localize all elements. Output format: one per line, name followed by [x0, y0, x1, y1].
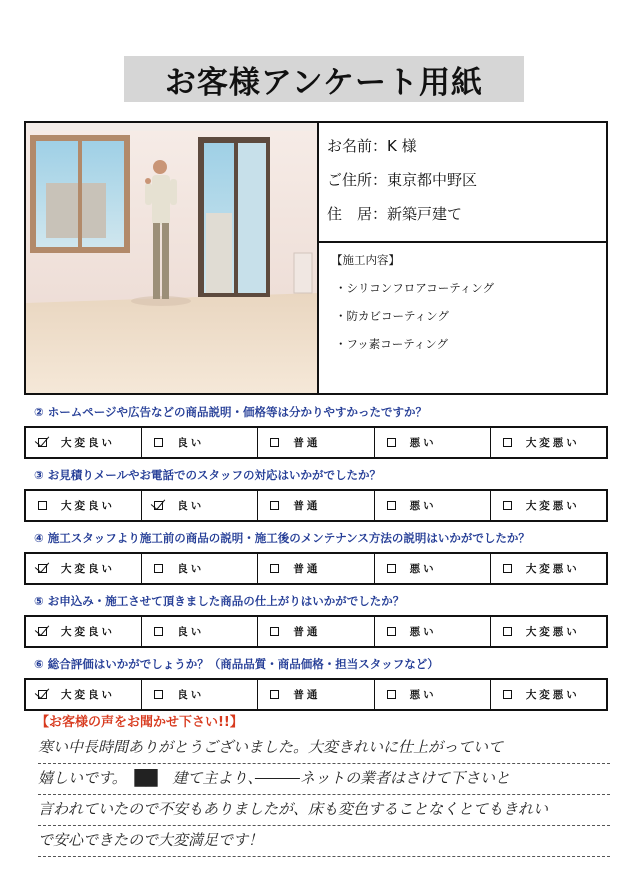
- handwritten-text: 建て主より、: [172, 769, 255, 787]
- customer-address-label: ご住所：: [327, 171, 388, 189]
- handwritten-text: ネット: [299, 769, 345, 787]
- checkbox-icon[interactable]: [503, 690, 512, 699]
- rating-option-label: 悪い: [409, 563, 437, 575]
- rating-option-label: 悪い: [409, 437, 437, 449]
- rating-option[interactable]: [375, 554, 491, 583]
- work-details: [319, 243, 606, 393]
- handwritten-line: [38, 795, 610, 826]
- customer-name-value: K 様: [387, 137, 417, 155]
- checkbox-icon[interactable]: [154, 627, 163, 636]
- rating-option[interactable]: [26, 680, 142, 709]
- question-title: ③ お見積りメールやお電話でのスタッフの対応はいかがでしたか？: [34, 468, 382, 482]
- rating-option-label: 大変悪い: [525, 626, 580, 638]
- rating-option[interactable]: [258, 491, 374, 520]
- work-item: ・シリコンフロアコーティング: [335, 281, 495, 295]
- rating-option-label: 良い: [177, 500, 205, 512]
- checkbox-icon[interactable]: [387, 690, 396, 699]
- question-title: ⑥ 総合評価はいかがでしょうか？（商品品質・商品価格・担当スタッフなど）: [34, 657, 439, 671]
- rating-row: [24, 678, 608, 711]
- checkbox-icon[interactable]: [387, 564, 396, 573]
- checkbox-icon[interactable]: [38, 501, 47, 510]
- rating-row: [24, 552, 608, 585]
- customer-info-box: [24, 121, 608, 395]
- rating-option[interactable]: [26, 617, 142, 646]
- rating-row: [24, 489, 608, 522]
- rating-option[interactable]: [375, 491, 491, 520]
- rating-option-label: 大変良い: [61, 689, 115, 701]
- rating-option-label: 普通: [293, 626, 321, 638]
- rating-option-label: 悪い: [409, 626, 437, 638]
- rating-option[interactable]: [258, 680, 374, 709]
- rating-option[interactable]: [258, 428, 374, 457]
- checkbox-icon[interactable]: [387, 438, 396, 447]
- checkbox-icon[interactable]: [154, 564, 163, 573]
- rating-option[interactable]: [26, 428, 142, 457]
- work-heading: 【施工内容】: [331, 253, 400, 267]
- handwritten-scribble-icon: ██: [119, 769, 173, 787]
- room-photo: [26, 123, 319, 393]
- checkbox-icon[interactable]: [387, 501, 396, 510]
- checked-checkbox-icon[interactable]: [38, 690, 47, 699]
- rating-option[interactable]: [491, 617, 606, 646]
- checked-checkbox-icon[interactable]: [38, 564, 47, 573]
- rating-option[interactable]: [142, 680, 258, 709]
- checkbox-icon[interactable]: [270, 501, 279, 510]
- checked-checkbox-icon[interactable]: [38, 438, 47, 447]
- question-title: ② ホームページや広告などの商品説明・価格等は分かりやすかったですか？: [34, 405, 428, 419]
- rating-option[interactable]: [142, 491, 258, 520]
- rating-option-label: 大変良い: [61, 626, 115, 638]
- handwritten-line: [38, 764, 610, 795]
- voice-heading: 【お客様の声をお聞かせ下さい!!】: [36, 715, 243, 730]
- rating-option[interactable]: [491, 554, 606, 583]
- rating-option[interactable]: [258, 617, 374, 646]
- checkbox-icon[interactable]: [270, 564, 279, 573]
- rating-option-label: 悪い: [409, 500, 437, 512]
- handwritten-text: の業者はさけて下さいと: [344, 769, 510, 787]
- title-text: お客様アンケート用紙: [164, 64, 484, 101]
- rating-option[interactable]: [375, 617, 491, 646]
- rating-option[interactable]: [375, 428, 491, 457]
- rating-option-label: 悪い: [409, 689, 437, 701]
- question-title: ④ 施工スタッフより施工前の商品の説明・施工後のメンテナンス方法の説明はいかがでしたか？: [34, 531, 530, 545]
- rating-option-label: 良い: [177, 626, 205, 638]
- rating-option[interactable]: [26, 554, 142, 583]
- handwritten-line: [38, 733, 610, 764]
- rating-option-label: 良い: [177, 689, 205, 701]
- checked-checkbox-icon[interactable]: [38, 627, 47, 636]
- handwritten-text: 言われていたので不安もありましたが、床も変色することなくとてもきれい: [38, 800, 549, 818]
- checkbox-icon[interactable]: [270, 627, 279, 636]
- rating-option-label: 普通: [293, 689, 321, 701]
- rating-option[interactable]: [142, 617, 258, 646]
- handwritten-text: で安心できたので大変満足です！: [38, 831, 264, 849]
- customer-details: [319, 123, 606, 243]
- checkbox-icon[interactable]: [503, 501, 512, 510]
- handwritten-text: 寒い中長時間ありがとうございました。大変きれいに仕上がっていて: [38, 738, 504, 756]
- rating-option[interactable]: [491, 428, 606, 457]
- rating-option[interactable]: [491, 491, 606, 520]
- rating-option[interactable]: [491, 680, 606, 709]
- page-title: [124, 56, 524, 102]
- customer-name-row: [327, 131, 606, 161]
- rating-option-label: 大変良い: [61, 563, 115, 575]
- rating-option[interactable]: [142, 428, 258, 457]
- rating-option-label: 大変良い: [61, 437, 115, 449]
- checkbox-icon[interactable]: [154, 438, 163, 447]
- checked-checkbox-icon[interactable]: [154, 501, 163, 510]
- customer-address-value: 東京都中野区: [387, 171, 478, 189]
- customer-residence-value: 新築戸建て: [387, 205, 463, 223]
- rating-option-label: 良い: [177, 563, 205, 575]
- work-item: ・防カビコーティング: [335, 309, 449, 323]
- rating-option-label: 大変悪い: [525, 563, 580, 575]
- handwritten-line: [38, 826, 610, 857]
- customer-residence-label: 住 居：: [327, 205, 388, 223]
- rating-option[interactable]: [258, 554, 374, 583]
- handwritten-struck-text: [255, 769, 300, 787]
- customer-address-row: [327, 165, 606, 195]
- rating-option-label: 普通: [293, 563, 321, 575]
- room-photo-image: [26, 123, 317, 393]
- rating-option-label: 良い: [177, 437, 205, 449]
- checkbox-icon[interactable]: [154, 690, 163, 699]
- rating-option[interactable]: [375, 680, 491, 709]
- work-item: ・フッ素コーティング: [335, 337, 449, 351]
- handwritten-text: 嬉しいです。: [38, 769, 120, 787]
- checkbox-icon[interactable]: [270, 690, 279, 699]
- question-title: ⑤ お申込み・施工させて頂きました商品の仕上がりはいかがでしたか？: [34, 594, 405, 608]
- checkbox-icon[interactable]: [503, 438, 512, 447]
- customer-residence-row: [327, 199, 606, 229]
- rating-option-label: 大変悪い: [525, 689, 580, 701]
- rating-row: [24, 615, 608, 648]
- rating-option-label: 普通: [293, 500, 321, 512]
- rating-option-label: 大変悪い: [525, 437, 580, 449]
- rating-option-label: 大変良い: [61, 500, 115, 512]
- rating-row: [24, 426, 608, 459]
- rating-option[interactable]: [142, 554, 258, 583]
- rating-option[interactable]: [26, 491, 142, 520]
- checkbox-icon[interactable]: [503, 564, 512, 573]
- checkbox-icon[interactable]: [503, 627, 512, 636]
- checkbox-icon[interactable]: [270, 438, 279, 447]
- rating-option-label: 普通: [293, 437, 321, 449]
- rating-option-label: 大変悪い: [525, 500, 580, 512]
- checkbox-icon[interactable]: [387, 627, 396, 636]
- customer-name-label: お名前：: [327, 137, 388, 155]
